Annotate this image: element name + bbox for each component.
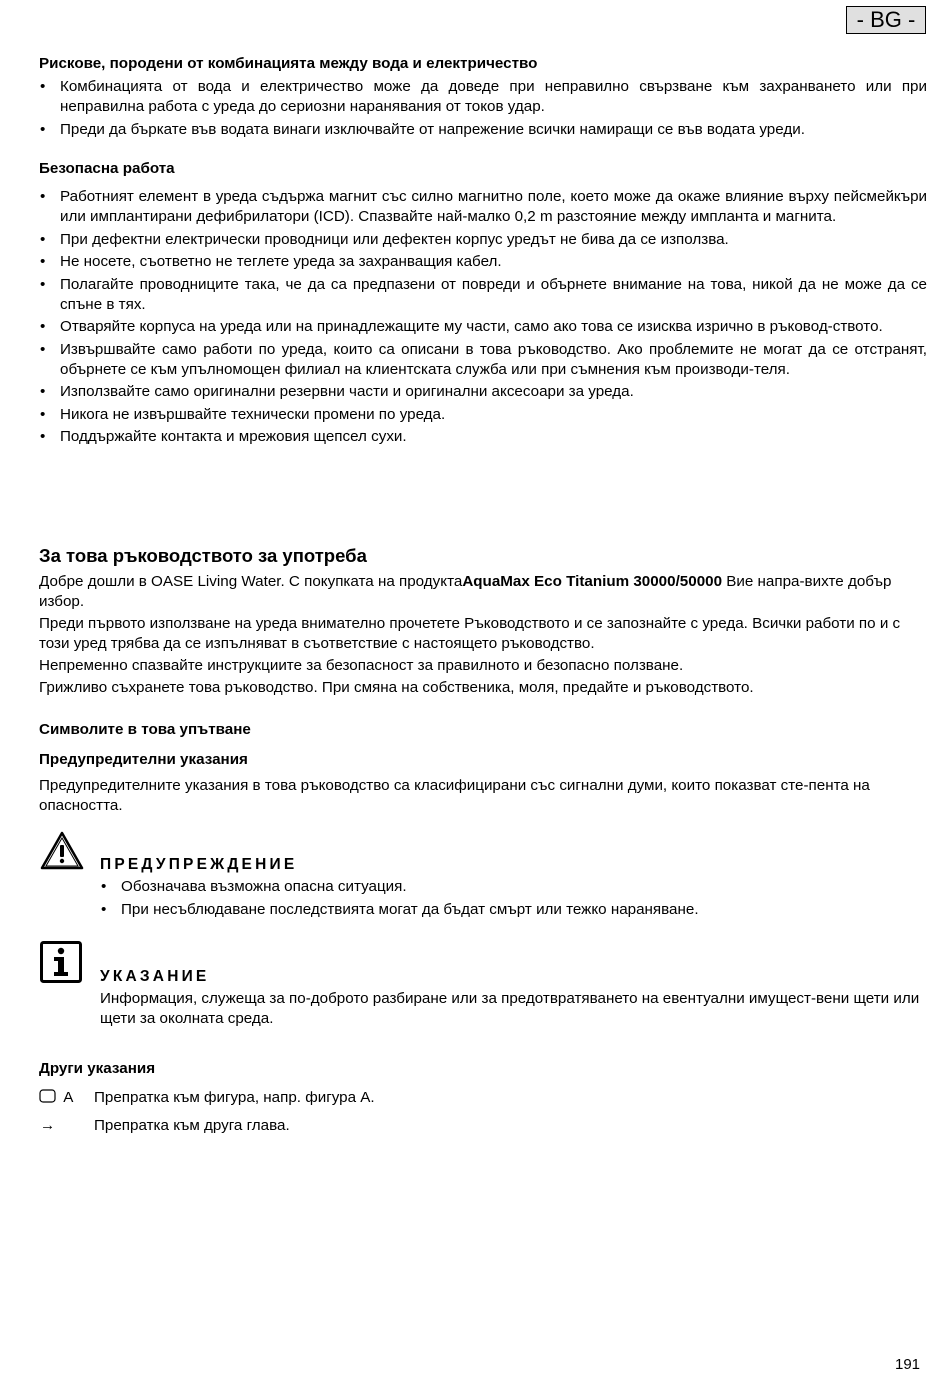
- section-safe-operation: [39, 159, 927, 450]
- paragraph: Преди първото използване на уреда внимателно прочетете Ръководството и се запознайте с уреда. Всички работи по и с този уред трябва да се изпълняват в съответствие с настоящето ръководство.: [39, 615, 901, 652]
- list-item: • Работният елемент в уреда съдържа магнит със силно магнитно поле, което може да окаже влияние върху пейсмейкъри или имплантирани дефибрилатори (ICD). Спазвайте най-малко 0,2 m разстояние между импланта и магнита.: [39, 187, 927, 227]
- arrow-right-icon: →: [40, 1117, 56, 1134]
- section-symbols: [39, 720, 927, 818]
- subsection-heading: Предупредителни указания: [39, 751, 248, 768]
- list-item: • При дефектни електрически проводници или дефектен корпус уредът не бива да се използва.: [39, 230, 927, 250]
- list-item: • Преди да бъркате във водата винаги изключвайте от напрежение всички намиращи се във водата уреди.: [39, 120, 927, 140]
- warning-title: ПРЕДУПРЕЖДЕНИЕ: [100, 856, 298, 873]
- language-badge: - BG -: [846, 6, 926, 34]
- figure-reference-symbol: A: [39, 1088, 73, 1108]
- section-heading: Други указания: [39, 1060, 156, 1077]
- section-title: За това ръководството за употреба: [39, 545, 367, 566]
- note-title: УКАЗАНИЕ: [100, 968, 210, 985]
- figure-reference-text: Препратка към фигура, напр. фигура A.: [94, 1089, 375, 1106]
- paragraph: Грижливо съхранете това ръководство. При смяна на собственика, моля, предайте и ръководството.: [39, 679, 754, 696]
- section-heading: Рискове, породени от комбинацията между вода и електричество: [39, 55, 538, 72]
- list-item: • При несъблюдаване последствията могат да бъдат смърт или тежко нараняване.: [100, 900, 927, 920]
- list-item: • Отваряйте корпуса на уреда или на принадлежащите му части, само ако това се изисква изрично в ръковод-ството.: [39, 317, 927, 337]
- note-block: [100, 968, 927, 1031]
- paragraph: Непременно спазвайте инструкциите за безопасност за правилното и безопасно ползване.: [39, 657, 684, 674]
- list-item: • Поддържайте контакта и мрежовия щепсел сухи.: [39, 427, 927, 447]
- section-water-electricity: [39, 54, 927, 142]
- paragraph: Предупредителните указания в това ръководство са класифицирани със сигнални думи, които показват сте-пента на опасността.: [39, 777, 870, 814]
- list-item: • Обозначава възможна опасна ситуация.: [100, 877, 927, 897]
- list-item: • Никога не извършвайте технически промени по уреда.: [39, 405, 927, 425]
- warning-triangle-icon: [40, 830, 84, 870]
- intro-paragraph: Добре дошли в OASE Living Water. С покупката на продуктаAquaMax Eco Titanium 30000/50000 Вие напра-вихте добър избор.: [39, 573, 892, 610]
- list-item: • Използвайте само оригинални резервни части и оригинални аксесоари за уреда.: [39, 382, 927, 402]
- bullet-list: [100, 877, 927, 920]
- list-item: • Извършвайте само работи по уреда, които са описани в това ръководство. Ако проблемите не могат да се отстранят, обърнете се към упълномощен филиал на клиентската служба или при съмнения към производи-теля.: [39, 340, 927, 380]
- section-other-notes: [39, 1059, 927, 1079]
- list-item: • Не носете, съответно не теглете уреда за захранващия кабел.: [39, 252, 927, 272]
- product-name: AquaMax Eco Titanium 30000/50000: [462, 573, 723, 590]
- figure-frame-icon: [39, 1089, 56, 1103]
- section-about-manual: [39, 544, 927, 700]
- page-number: 191: [895, 1356, 921, 1373]
- list-item: • Комбинацията от вода и електричество може да доведе при неправилно свързване към захранването или при неправилна работа с уреда до сериозни наранявания от токов удар.: [39, 77, 927, 117]
- bullet-list: [39, 77, 927, 140]
- section-heading: Символите в това упътване: [39, 721, 251, 738]
- note-text: Информация, служеща за по-доброто разбиране или за предотвратяването на евентуални имущест-вени щети или щети за околната среда.: [100, 990, 920, 1027]
- warning-block: [100, 856, 927, 922]
- info-icon: [40, 941, 82, 983]
- chapter-reference-text: Препратка към друга глава.: [94, 1117, 290, 1134]
- section-heading: Безопасна работа: [39, 160, 175, 177]
- list-item: • Полагайте проводниците така, че да са предпазени от повреди и обърнете внимание на това, никой да не може да се спъне в тях.: [39, 275, 927, 315]
- bullet-list: [39, 187, 927, 447]
